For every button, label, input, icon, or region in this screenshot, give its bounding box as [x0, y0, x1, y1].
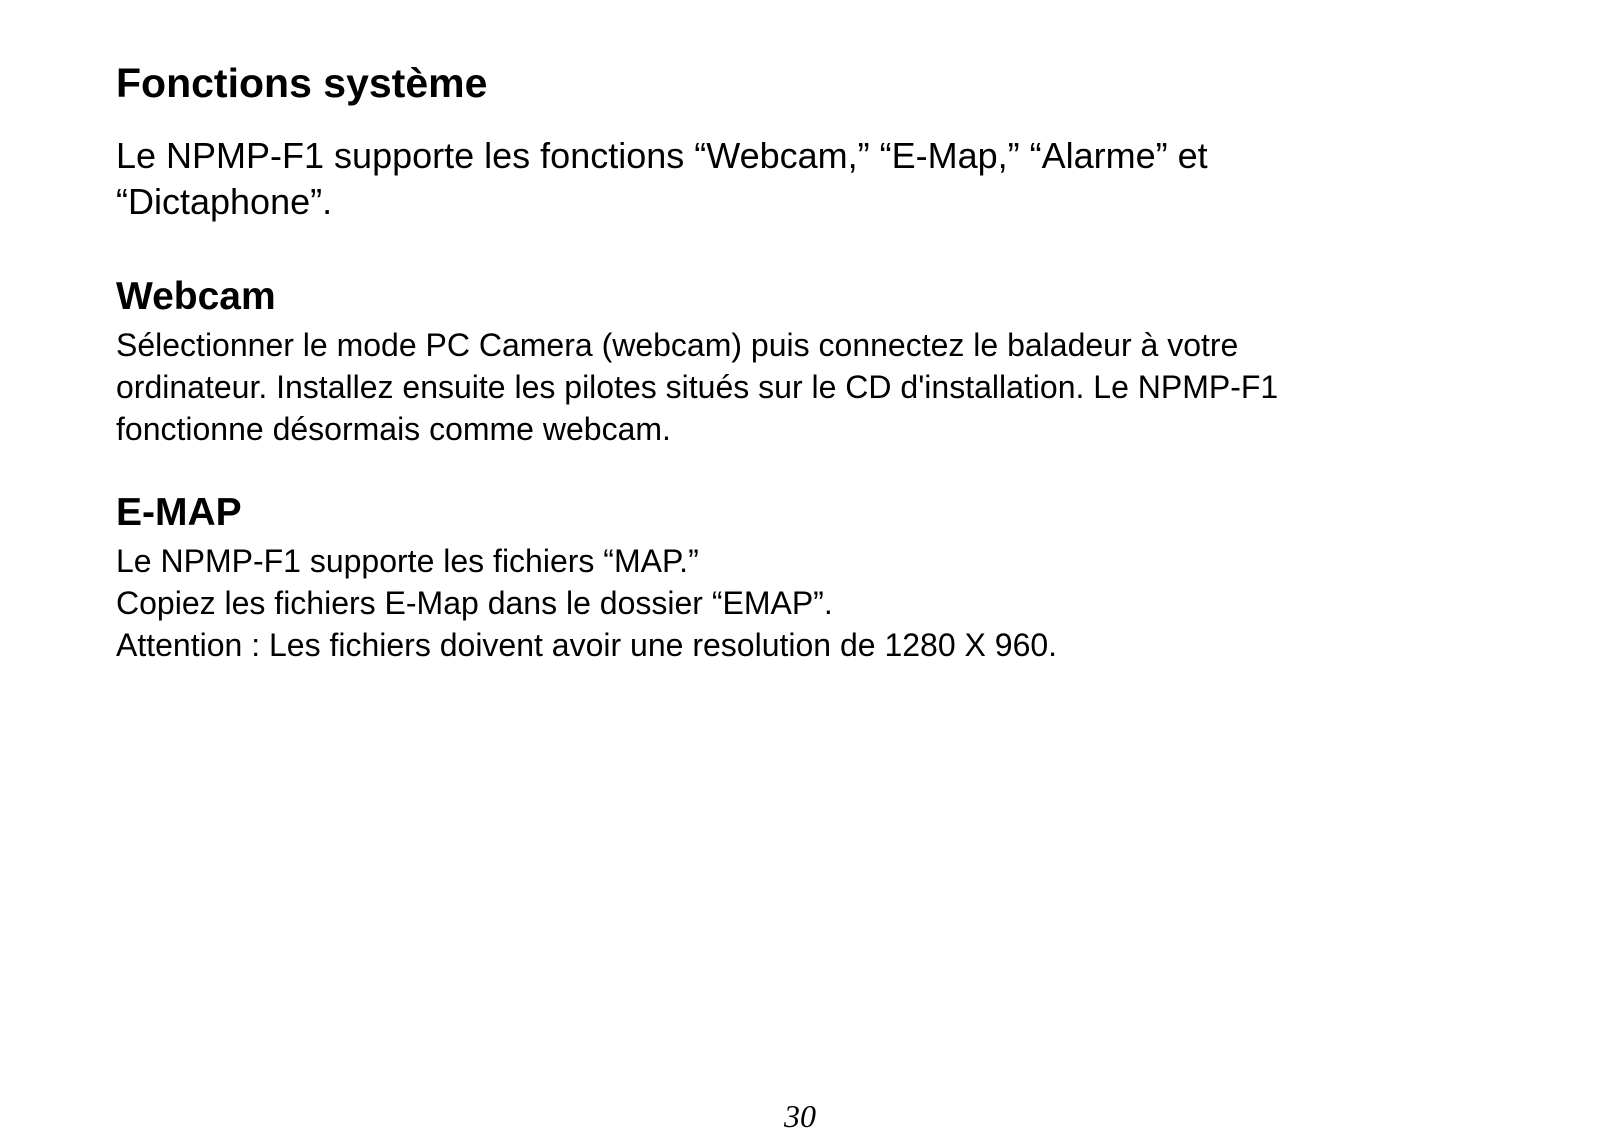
emap-line: Le NPMP-F1 supporte les fichiers “MAP.” [116, 543, 699, 579]
webcam-paragraph [116, 324, 1278, 450]
emap-line: Attention : Les fichiers doivent avoir une resolution de 1280 X 960. [116, 627, 1058, 663]
emap-line: Copiez les fichiers E-Map dans le dossier “EMAP”. [116, 585, 833, 621]
intro-paragraph [116, 133, 1516, 225]
page-title: Fonctions système [116, 60, 488, 106]
webcam-line: ordinateur. Installez ensuite les pilotes situés sur le CD d'installation. Le NPMP-F1 [116, 369, 1279, 405]
webcam-line: fonctionne désormais comme webcam. [116, 411, 671, 447]
page-number: 30 [784, 1098, 816, 1134]
intro-line: “Dictaphone”. [116, 181, 333, 222]
webcam-line: Sélectionner le mode PC Camera (webcam) puis connectez le baladeur à votre [116, 327, 1239, 363]
intro-line: Le NPMP-F1 supporte les fonctions “Webcam,” “E-Map,” “Alarme” et [116, 135, 1208, 176]
webcam-heading: Webcam [116, 275, 276, 318]
emap-paragraph [116, 540, 1057, 666]
emap-heading: E-MAP [116, 491, 242, 534]
